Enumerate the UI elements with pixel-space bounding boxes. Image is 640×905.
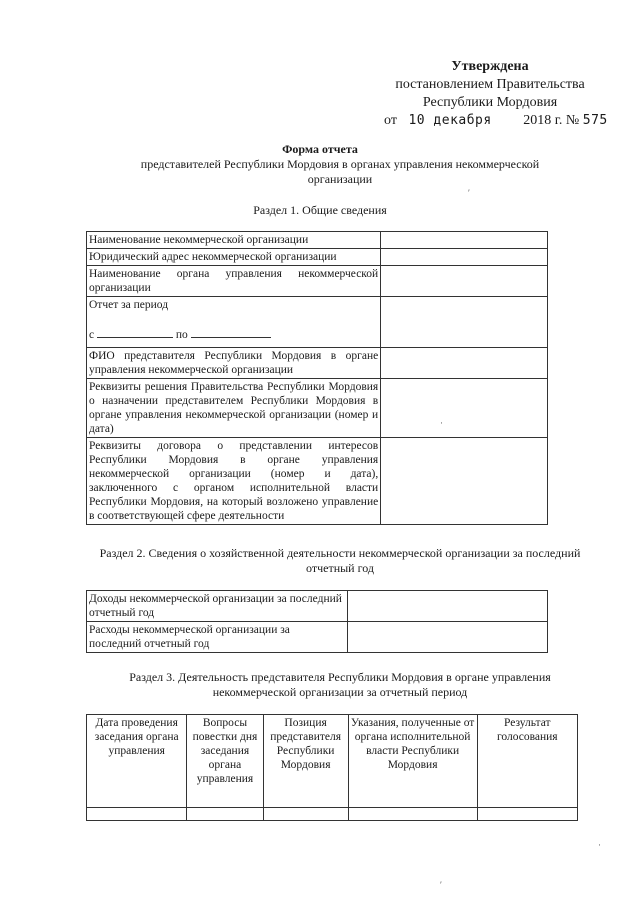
- approval-heading: Утверждена: [451, 59, 529, 74]
- approval-date-line: [360, 112, 620, 130]
- period-to-label: по: [175, 329, 188, 341]
- table-row: [87, 591, 548, 622]
- table-cell[interactable]: [477, 808, 577, 821]
- column-header: Указания, полученные от органа исполнительной власти Республики Мордовия: [348, 715, 477, 808]
- row-label: Наименование некоммерческой организации: [87, 232, 381, 249]
- approval-line-decree: постановлением Правительства: [395, 77, 585, 92]
- table-cell[interactable]: [87, 808, 187, 821]
- approval-block: [360, 58, 620, 130]
- column-header: Результат голосования: [477, 715, 577, 808]
- table-row: [87, 622, 548, 653]
- table-cell[interactable]: [187, 808, 263, 821]
- form-title: Форма отчета: [282, 142, 358, 156]
- row-value-cell[interactable]: [381, 438, 548, 525]
- row-value-cell[interactable]: [381, 379, 548, 438]
- column-header: Дата проведения заседания органа управления: [87, 715, 187, 808]
- row-label: Реквизиты решения Правительства Республики Мордовия о назначении представителем Республики Мордовия в органе управления некоммерческой организации (номер и дата): [87, 379, 381, 438]
- table-row: [87, 249, 548, 266]
- period-range: [89, 326, 378, 342]
- general-info-table: [86, 231, 548, 525]
- section1-title: Раздел 1. Общие сведения: [253, 203, 387, 217]
- form-subtitle: представителей Республики Мордовия в органах управления некоммерческой организации: [140, 157, 540, 186]
- column-header: Вопросы повестки дня заседания органа управления: [187, 715, 263, 808]
- row-label: ФИО представителя Республики Мордовия в органе управления некоммерческой организации: [87, 348, 381, 379]
- scan-mark: ′: [468, 188, 470, 198]
- row-label: Отчет за период: [89, 299, 169, 311]
- representative-activity-table: [86, 714, 578, 821]
- row-value-cell[interactable]: [347, 591, 547, 622]
- table-row: [87, 297, 548, 348]
- scan-mark: ′: [440, 880, 442, 890]
- approval-number-handwritten: 575: [582, 113, 608, 128]
- row-value-cell[interactable]: [347, 622, 547, 653]
- table-row: [87, 379, 548, 438]
- approval-date-prefix: от: [384, 113, 397, 128]
- table-row: [87, 808, 578, 821]
- row-value-cell[interactable]: [381, 297, 548, 348]
- approval-date-handwritten: 10 декабря: [408, 113, 492, 128]
- period-from-label: с: [89, 329, 95, 341]
- approval-line-republic: Республики Мордовия: [422, 95, 558, 110]
- table-cell[interactable]: [348, 808, 477, 821]
- approval-year: 2018 г. №: [523, 113, 580, 128]
- row-value-cell[interactable]: [381, 232, 548, 249]
- table-header-row: [87, 715, 578, 808]
- economic-activity-table: [86, 590, 548, 653]
- row-label: Расходы некоммерческой организации за последний отчетный год: [87, 622, 348, 653]
- section3-title: Раздел 3. Деятельность представителя Республики Мордовия в органе управления некоммерческой организации за отчетный период: [129, 670, 551, 699]
- scan-mark: ·: [598, 840, 601, 850]
- table-row: [87, 438, 548, 525]
- table-row: [87, 348, 548, 379]
- row-label: Реквизиты договора о представлении интересов Республики Мордовия в органе управления некоммерческой организации (номер и дата), заключенного с органом исполнительной власти Республики Мордовия, на который возложено управление в соответствующей сфере деятельности: [87, 438, 381, 525]
- table-row: [87, 232, 548, 249]
- row-value-cell[interactable]: [381, 249, 548, 266]
- row-value-cell[interactable]: [381, 348, 548, 379]
- scan-mark: ·: [440, 418, 443, 428]
- period-from-field[interactable]: [97, 326, 173, 338]
- row-label: Доходы некоммерческой организации за последний отчетный год: [87, 591, 348, 622]
- table-cell[interactable]: [263, 808, 348, 821]
- row-label: Наименование органа управления некоммерческой организации: [87, 266, 381, 297]
- row-value-cell[interactable]: [381, 266, 548, 297]
- column-header: Позиция представителя Республики Мордовия: [263, 715, 348, 808]
- section2-title: Раздел 2. Сведения о хозяйственной деятельности некоммерческой организации за последний отчетный год: [99, 546, 581, 575]
- row-label: Юридический адрес некоммерческой организации: [87, 249, 381, 266]
- table-row: [87, 266, 548, 297]
- period-to-field[interactable]: [191, 326, 271, 338]
- report-period-cell: [87, 297, 381, 348]
